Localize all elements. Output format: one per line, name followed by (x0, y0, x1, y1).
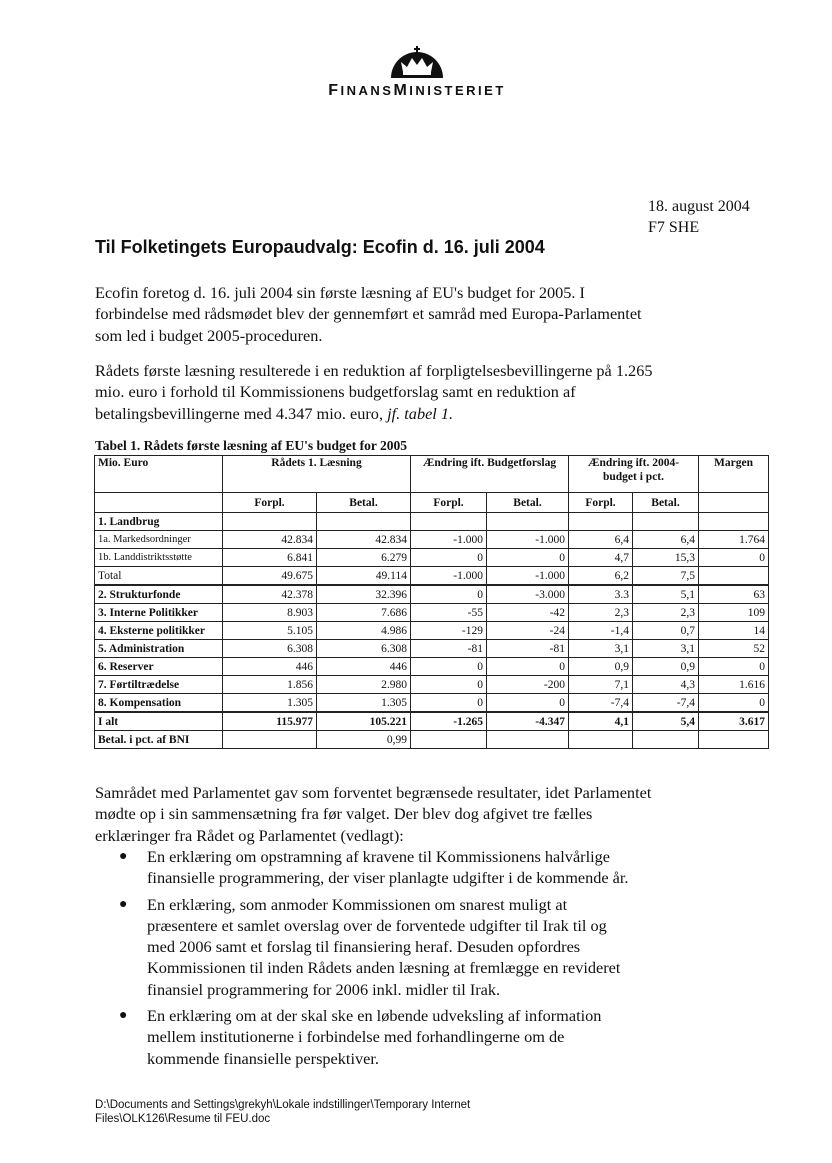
table-cell: -24 (487, 622, 569, 640)
reference-code: F7 SHE (648, 219, 700, 236)
row-label: 6. Reserver (95, 658, 223, 676)
table-cell: 5,1 (633, 585, 699, 604)
table-cell: 4,7 (569, 549, 633, 567)
table-row (95, 549, 769, 567)
table-cell: 115.977 (223, 712, 317, 731)
table-cell: 7,1 (569, 676, 633, 694)
table-cell: 446 (223, 658, 317, 676)
table-row (95, 712, 769, 731)
table-cell: -200 (487, 676, 569, 694)
table-cell: 14 (699, 622, 769, 640)
table-cell (487, 731, 569, 749)
table-cell: 5.105 (223, 622, 317, 640)
row-label: 1a. Markedsordninger (95, 531, 223, 549)
document-date: 18. august 2004 (648, 198, 750, 215)
table-cell: 0 (411, 694, 487, 713)
table-cell: -81 (411, 640, 487, 658)
subheader-cell: Forpl. (569, 493, 633, 513)
table-cell: 42.834 (317, 531, 411, 549)
row-label: Betal. i pct. af BNI (95, 731, 223, 749)
table-cell (569, 731, 633, 749)
table-cell: 6,4 (569, 531, 633, 549)
table-row (95, 622, 769, 640)
table-cell: -4.347 (487, 712, 569, 731)
table-cell: 6,2 (569, 567, 633, 586)
table-cell: 2.980 (317, 676, 411, 694)
row-label: 7. Førtiltrædelse (95, 676, 223, 694)
table-cell: -42 (487, 604, 569, 622)
table-cell: 6.841 (223, 549, 317, 567)
table-cell: 4,1 (569, 712, 633, 731)
table-cell: -1.000 (411, 531, 487, 549)
bullet-icon: ● (119, 1008, 128, 1024)
table-cell: 0 (411, 658, 487, 676)
page-title: Til Folketingets Europaudvalg: Ecofin d. 16. juli 2004 (95, 237, 545, 257)
budget-table (94, 455, 769, 749)
subheader-cell: Betal. (317, 493, 411, 513)
table-row (95, 676, 769, 694)
table-cell: -81 (487, 640, 569, 658)
table-cell: 446 (317, 658, 411, 676)
ministry-name: FINANSMINISTERIET (328, 82, 506, 99)
crown-logo-icon (387, 44, 447, 80)
table-cell: -7,4 (633, 694, 699, 713)
row-label: 4. Eksterne politikker (95, 622, 223, 640)
table-cell: 1.305 (317, 694, 411, 713)
table-cell (317, 513, 411, 531)
table-cell: -1.000 (487, 567, 569, 586)
row-label: 1b. Landdistriktsstøtte (95, 549, 223, 567)
list-item: ● En erklæring om at der skal ske en løbende udveksling af information mellem institutionerne i forbindelse med forhandlingerne om de kommende finansielle perspektiver. (119, 1006, 602, 1068)
table-cell: 63 (699, 585, 769, 604)
table-row (95, 531, 769, 549)
table-cell: 3,1 (569, 640, 633, 658)
table-cell: 0 (411, 676, 487, 694)
table-cell: -1,4 (569, 622, 633, 640)
table-row (95, 694, 769, 713)
table-cell (223, 731, 317, 749)
table-cell: 0 (699, 549, 769, 567)
table-cell: 2,3 (633, 604, 699, 622)
table-cell: 0 (487, 694, 569, 713)
table-cell: 105.221 (317, 712, 411, 731)
table-cell: 42.834 (223, 531, 317, 549)
table-cell (699, 567, 769, 586)
table-cell: 0,9 (633, 658, 699, 676)
result-paragraph: Rådets første læsning resulterede i en reduktion af forpligtelsesbevillingerne på 1.265 mio. euro i forhold til Kommissionens budgetforslag samt en reduktion af betalingsbevillingerne med 4.347 mio. euro, jf. tabel 1. (95, 361, 653, 423)
table-cell: -7,4 (569, 694, 633, 713)
table-cell (699, 513, 769, 531)
row-label: 5. Administration (95, 640, 223, 658)
table-row (95, 604, 769, 622)
table-cell (411, 513, 487, 531)
table-cell: 0 (487, 549, 569, 567)
table-cell (633, 731, 699, 749)
table-row (95, 567, 769, 586)
table-row (95, 585, 769, 604)
table-cell (699, 731, 769, 749)
table-cell: 0 (411, 585, 487, 604)
table-cell: 6.308 (223, 640, 317, 658)
table-subheader-row (95, 493, 769, 513)
subheader-cell: Betal. (487, 493, 569, 513)
list-item: ● En erklæring, som anmoder Kommissionen om snarest muligt at præsentere et samlet overslag over de forventede udgifter til Irak til og med 2006 samt et forslag til finansiering heraf. Desuden opfordres Kommissionen til inden Rådets anden læsning at fremlægge en revideret finansiel programmering for 2006 inkl. midler til Irak. (119, 894, 621, 999)
table-cell: -55 (411, 604, 487, 622)
table-row (95, 640, 769, 658)
header-unit: Mio. Euro (95, 456, 223, 493)
table-cell: 32.396 (317, 585, 411, 604)
table-cell: -3.000 (487, 585, 569, 604)
table-row (95, 731, 769, 749)
table-cell: 0,9 (569, 658, 633, 676)
file-path-footer: D:\Documents and Settings\grekyh\Lokale indstillinger\Temporary Internet Files\OLK126\Resume til FEU.doc (95, 1099, 471, 1125)
table-cell: 5,4 (633, 712, 699, 731)
header-margin: Margen (699, 456, 769, 493)
table-cell: 3.3 (569, 585, 633, 604)
table-cell: 42.378 (223, 585, 317, 604)
header-change-budget-proposal: Ændring ift. Budgetforslag (411, 456, 569, 493)
table-cell (633, 513, 699, 531)
table-cell: 1.856 (223, 676, 317, 694)
table-cell: -1.265 (411, 712, 487, 731)
table-cell: 4,3 (633, 676, 699, 694)
table-cell: 2,3 (569, 604, 633, 622)
table-cell (487, 513, 569, 531)
row-label: 1. Landbrug (95, 513, 223, 531)
table-cell: -1.000 (487, 531, 569, 549)
header-change-2004: Ændring ift. 2004-budget i pct. (569, 456, 699, 493)
table-cell: 6,4 (633, 531, 699, 549)
hearing-paragraph: Samrådet med Parlamentet gav som forventet begrænsede resultater, idet Parlamentet mødte op i sin sammensætning fra før valget. Der blev dog afgivet tre fælles erklæringer fra Rådet og Parlamentet (vedlagt): (95, 783, 652, 845)
table-cell: 0 (699, 658, 769, 676)
table-cell (223, 513, 317, 531)
table-cell: 0,7 (633, 622, 699, 640)
subheader-cell: Forpl. (411, 493, 487, 513)
table-cell: 109 (699, 604, 769, 622)
table-cell: 49.114 (317, 567, 411, 586)
table-row (95, 658, 769, 676)
bullet-icon: ● (119, 849, 128, 864)
table-row (95, 513, 769, 531)
row-label: 2. Strukturfonde (95, 585, 223, 604)
table-cell: 4.986 (317, 622, 411, 640)
table-cell: 0,99 (317, 731, 411, 749)
table-cell: 8.903 (223, 604, 317, 622)
table-cell: 52 (699, 640, 769, 658)
table-reference: jf. tabel 1. (387, 403, 454, 423)
declaration-list (95, 846, 635, 1074)
table-cell: 1.305 (223, 694, 317, 713)
bullet-icon: ● (119, 896, 128, 912)
table-body (95, 513, 769, 749)
table-cell: 3.617 (699, 712, 769, 731)
row-label: Total (95, 567, 223, 586)
table-cell (569, 513, 633, 531)
table-cell: 0 (487, 658, 569, 676)
table-cell: 0 (699, 694, 769, 713)
table-cell (411, 731, 487, 749)
table-cell: 0 (411, 549, 487, 567)
table-cell: 7,5 (633, 567, 699, 586)
table-cell: 1.616 (699, 676, 769, 694)
table-cell: 7.686 (317, 604, 411, 622)
table-caption: Tabel 1. Rådets første læsning af EU's budget for 2005 (95, 438, 408, 453)
row-label: 8. Kompensation (95, 694, 223, 713)
date-block (648, 196, 750, 238)
subheader-cell: Betal. (633, 493, 699, 513)
table-cell: 49.675 (223, 567, 317, 586)
table-cell: 6.308 (317, 640, 411, 658)
table-cell: 15,3 (633, 549, 699, 567)
list-item: ● En erklæring om opstramning af kravene til Kommissionens halvårlige finansielle programmering, der viser planlagte udgifter i de kommende år. (119, 847, 629, 888)
row-label: I alt (95, 712, 223, 731)
header-council-reading: Rådets 1. Læsning (223, 456, 411, 493)
intro-paragraph: Ecofin foretog d. 16. juli 2004 sin første læsning af EU's budget for 2005. I forbindelse med rådsmødet blev der gennemført et samråd med Europa-Parlamentet som led i budget 2005-proceduren. (95, 283, 642, 345)
table-cell: -129 (411, 622, 487, 640)
subheader-cell: Forpl. (223, 493, 317, 513)
table-header-row (95, 456, 769, 493)
table-cell: -1.000 (411, 567, 487, 586)
table-cell: 3,1 (633, 640, 699, 658)
table-cell: 6.279 (317, 549, 411, 567)
table-cell: 1.764 (699, 531, 769, 549)
row-label: 3. Interne Politikker (95, 604, 223, 622)
